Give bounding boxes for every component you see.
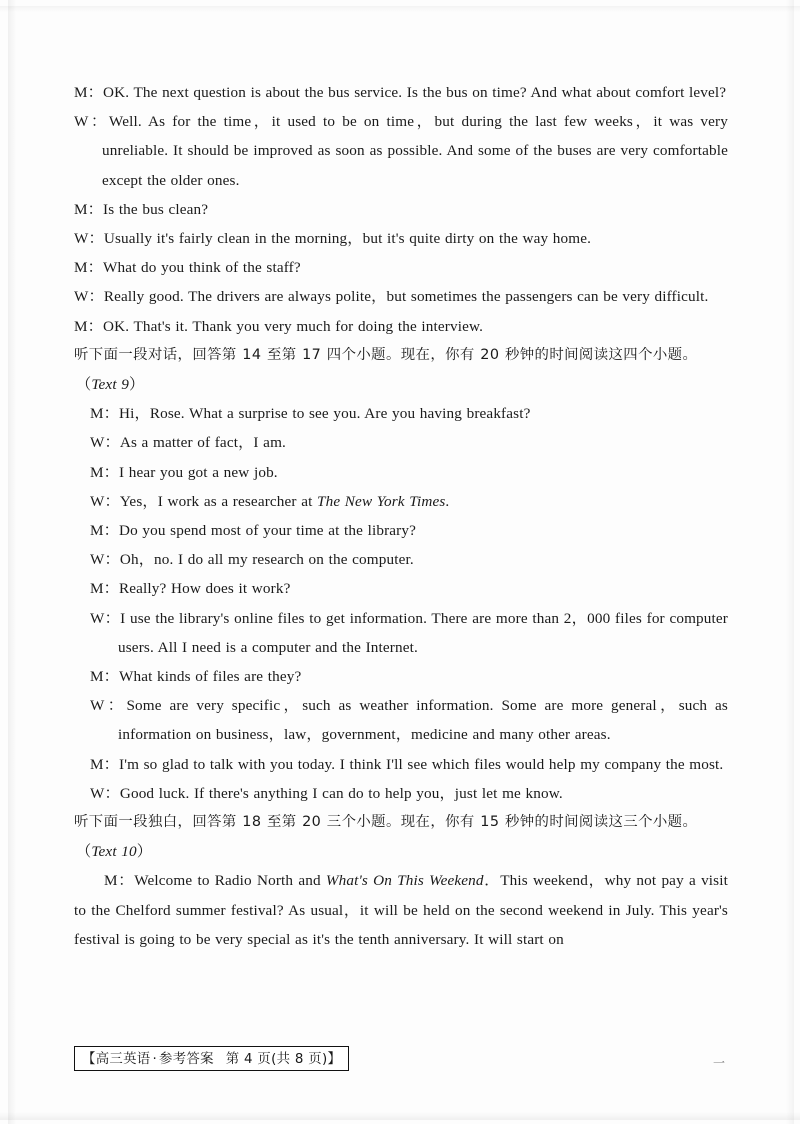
script-line (74, 458, 728, 487)
footer-doc-type: 参考答案 (159, 1052, 214, 1067)
speaker-label: M： (90, 405, 119, 423)
speech-text: As a matter of fact，I am. (119, 434, 286, 452)
speaker-label: M： (90, 755, 119, 773)
speech-text: What kinds of files are they? (119, 668, 302, 686)
script-line (74, 516, 728, 545)
speech-text: I hear you got a new job. (119, 463, 278, 481)
speaker-label: W： (90, 492, 120, 510)
script-line (74, 487, 728, 516)
listening-instruction: 听下面一段对话，回答第 14 至第 17 四个小题。现在，你有 20 秒钟的时间阅读这四个小题。 (74, 346, 698, 363)
speech-text: I'm so glad to talk with you today. I think I'll see which files would help my company the most. (119, 755, 724, 773)
script-line (74, 691, 728, 749)
text-section-label (74, 370, 728, 399)
script-line (74, 195, 728, 224)
speech-text: Really? How does it work? (119, 580, 291, 598)
speech-text: Some are very specific，such as weather information. Some are more general，such as information on business，law，government，medicine and many other areas. (118, 697, 728, 744)
script-line (74, 779, 728, 808)
speech-text: Really good. The drivers are always polite，but sometimes the passengers can be very difficult. (103, 288, 709, 306)
speech-text: Is the bus clean? (103, 200, 209, 218)
script-line (74, 253, 728, 282)
footer-subject: 高三英语 (95, 1052, 151, 1067)
footer-separator: · (152, 1052, 158, 1067)
speaker-label: W： (74, 230, 104, 248)
text-keyword: Text (91, 843, 117, 861)
text-section-label (74, 837, 728, 866)
speech-text: Usually it's fairly clean in the morning，but it's quite dirty on the way home. (103, 230, 592, 248)
paren-close: ） (129, 376, 145, 394)
page-footer (74, 1046, 728, 1076)
script-line (74, 224, 728, 253)
footer-bracket-right: 】 (327, 1052, 342, 1067)
scan-edge-shadow-bottom (0, 1112, 800, 1120)
speech-text-post: . (445, 492, 450, 510)
speaker-label: M： (74, 200, 103, 218)
text-keyword: Text (91, 376, 117, 394)
text-number: 9 (116, 376, 129, 394)
speech-text: OK. The next question is about the bus service. Is the bus on time? And what about comfort level? (103, 84, 727, 101)
speaker-label: W： (74, 113, 109, 131)
script-line (74, 574, 728, 603)
speaker-label: M： (74, 317, 103, 335)
speaker-label: W： (90, 784, 120, 802)
speech-text: Do you spend most of your time at the library? (119, 522, 417, 540)
paren-open: （ (76, 376, 92, 394)
speech-text: Well. As for the time，it used to be on time，but during the last few weeks，it was very unreliable. It should be improved as soon as possible. And some of the buses are very comfortable except the older ones. (102, 113, 728, 189)
script-line (74, 604, 728, 662)
text-number: 10 (116, 843, 137, 861)
speaker-label: M： (90, 463, 119, 481)
speaker-label: M： (90, 580, 119, 598)
speech-text: What do you think of the staff? (103, 259, 301, 277)
page-number: 第 4 页(共 8 页) (225, 1052, 328, 1067)
speaker-label: W： (90, 609, 121, 627)
speaker-label: W： (90, 697, 127, 715)
monologue-paragraph (74, 866, 728, 954)
speaker-label: M： (104, 872, 135, 890)
speaker-label: M： (74, 84, 103, 101)
speaker-label: M： (74, 259, 103, 277)
speech-text: OK. That's it. Thank you very much for doing the interview. (103, 317, 484, 335)
script-line (74, 312, 728, 341)
script-line (74, 428, 728, 457)
script-line (74, 662, 728, 691)
footer-label-box (74, 1046, 349, 1071)
speech-text-pre: Yes，I work as a researcher at (119, 492, 317, 510)
footer-right-mark: 一 (712, 1056, 726, 1070)
speech-text: Oh，no. I do all my research on the computer. (119, 551, 414, 569)
speaker-label: W： (90, 434, 120, 452)
speech-text: I use the library's online files to get information. There are more than 2，000 files for computer users. All I need is a computer and the Internet. (118, 609, 728, 656)
script-line (74, 750, 728, 779)
scan-edge-shadow-top (0, 6, 800, 12)
footer-bracket-left: 【 (82, 1052, 96, 1067)
speaker-label: M： (90, 668, 119, 686)
script-line (74, 545, 728, 574)
script-line (74, 107, 728, 195)
publication-title: The New York Times (317, 492, 446, 510)
speech-text-pre: Welcome to Radio North and (134, 872, 326, 890)
speech-text: Good luck. If there's anything I can do to help you，just let me know. (119, 784, 563, 802)
speaker-label: W： (74, 288, 104, 306)
speech-text-post: ．This weekend，why not pay a visit to the Chelford summer festival? As usual，it will be held on the second weekend in July. This year's festival is going to be very special as it's the tenth anniversary. It will start on (74, 872, 728, 948)
listening-script-body (74, 78, 728, 954)
scan-edge-shadow-left (8, 0, 16, 1124)
speaker-label: M： (90, 522, 119, 540)
script-line (74, 399, 728, 428)
scan-edge-shadow-right (786, 0, 794, 1124)
speaker-label: W： (90, 551, 120, 569)
paren-open: （ (76, 843, 92, 861)
script-line (74, 282, 728, 311)
script-line (74, 78, 728, 107)
listening-instruction: 听下面一段独白，回答第 18 至第 20 三个小题。现在，你有 15 秒钟的时间阅读这三个小题。 (74, 814, 698, 831)
paren-close: ） (136, 843, 153, 861)
speech-text: Hi，Rose. What a surprise to see you. Are you having breakfast? (119, 405, 531, 423)
programme-title: What's On This Weekend (325, 872, 484, 890)
